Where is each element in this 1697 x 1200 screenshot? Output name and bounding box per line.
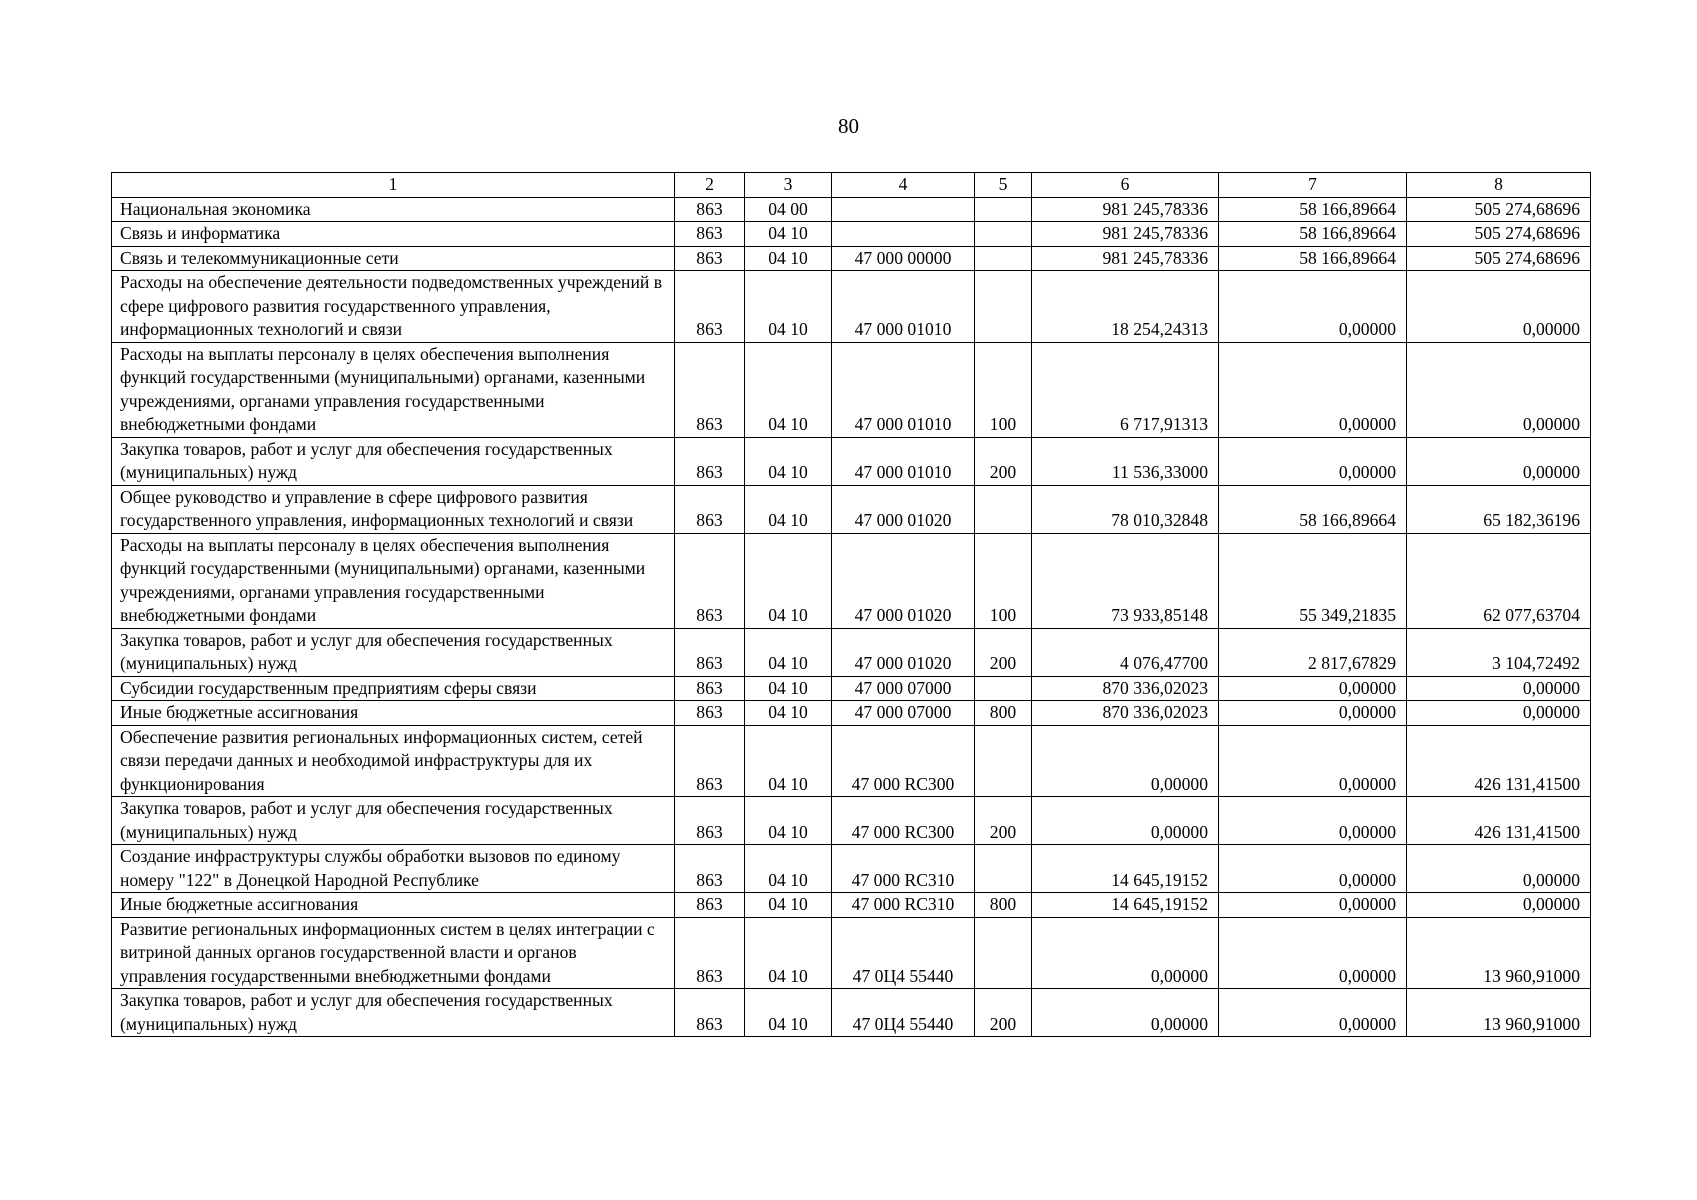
target-article-cell: 47 000 RC300 xyxy=(832,797,975,845)
section-code-cell: 04 10 xyxy=(745,725,832,797)
admin-code-cell: 863 xyxy=(675,437,745,485)
expense-type-cell xyxy=(975,485,1032,533)
amount-col6-cell: 0,00000 xyxy=(1032,725,1219,797)
column-header: 3 xyxy=(745,173,832,198)
section-code-cell: 04 10 xyxy=(745,845,832,893)
amount-col7-cell: 0,00000 xyxy=(1219,845,1407,893)
amount-col8-cell: 505 274,68696 xyxy=(1407,246,1591,271)
amount-col8-cell: 505 274,68696 xyxy=(1407,222,1591,247)
table-row xyxy=(112,437,1591,485)
amount-col6-cell: 870 336,02023 xyxy=(1032,701,1219,726)
amount-col7-cell: 0,00000 xyxy=(1219,989,1407,1037)
admin-code-cell: 863 xyxy=(675,628,745,676)
amount-col6-cell: 6 717,91313 xyxy=(1032,342,1219,437)
target-article-cell: 47 000 RC310 xyxy=(832,893,975,918)
column-header: 7 xyxy=(1219,173,1407,198)
amount-col7-cell: 55 349,21835 xyxy=(1219,533,1407,628)
target-article-cell: 47 000 01010 xyxy=(832,271,975,343)
target-article-cell: 47 000 RC310 xyxy=(832,845,975,893)
expense-type-cell xyxy=(975,845,1032,893)
budget-table xyxy=(111,172,1591,1037)
table-row xyxy=(112,271,1591,343)
amount-col8-cell: 0,00000 xyxy=(1407,676,1591,701)
amount-col6-cell: 14 645,19152 xyxy=(1032,893,1219,918)
section-code-cell: 04 10 xyxy=(745,917,832,989)
table-row xyxy=(112,917,1591,989)
table-row xyxy=(112,342,1591,437)
row-name-cell: Национальная экономика xyxy=(112,197,675,222)
column-header: 4 xyxy=(832,173,975,198)
table-row xyxy=(112,893,1591,918)
amount-col8-cell: 426 131,41500 xyxy=(1407,797,1591,845)
row-name-cell: Расходы на обеспечение деятельности подведомственных учреждений в сфере цифрового развития государственного управления, информационных технологий и связи xyxy=(112,271,675,343)
expense-type-cell xyxy=(975,676,1032,701)
amount-col8-cell: 0,00000 xyxy=(1407,271,1591,343)
expense-type-cell xyxy=(975,197,1032,222)
admin-code-cell: 863 xyxy=(675,797,745,845)
amount-col8-cell: 13 960,91000 xyxy=(1407,989,1591,1037)
expense-type-cell: 100 xyxy=(975,533,1032,628)
table-row xyxy=(112,845,1591,893)
amount-col7-cell: 58 166,89664 xyxy=(1219,197,1407,222)
table-row xyxy=(112,797,1591,845)
expense-type-cell xyxy=(975,725,1032,797)
amount-col8-cell: 0,00000 xyxy=(1407,893,1591,918)
column-header: 2 xyxy=(675,173,745,198)
row-name-cell: Иные бюджетные ассигнования xyxy=(112,893,675,918)
table-row xyxy=(112,246,1591,271)
expense-type-cell xyxy=(975,271,1032,343)
section-code-cell: 04 10 xyxy=(745,893,832,918)
section-code-cell: 04 10 xyxy=(745,989,832,1037)
amount-col7-cell: 2 817,67829 xyxy=(1219,628,1407,676)
table-row xyxy=(112,725,1591,797)
amount-col8-cell: 65 182,36196 xyxy=(1407,485,1591,533)
amount-col8-cell: 3 104,72492 xyxy=(1407,628,1591,676)
admin-code-cell: 863 xyxy=(675,725,745,797)
amount-col7-cell: 0,00000 xyxy=(1219,342,1407,437)
amount-col8-cell: 426 131,41500 xyxy=(1407,725,1591,797)
amount-col7-cell: 0,00000 xyxy=(1219,701,1407,726)
target-article-cell: 47 0Ц4 55440 xyxy=(832,989,975,1037)
row-name-cell: Расходы на выплаты персоналу в целях обеспечения выполнения функций государственными (муниципальными) органами, казенными учреждениями, органами управления государственными внебюджетными фондами xyxy=(112,533,675,628)
admin-code-cell: 863 xyxy=(675,485,745,533)
section-code-cell: 04 10 xyxy=(745,246,832,271)
column-header: 6 xyxy=(1032,173,1219,198)
target-article-cell: 47 0Ц4 55440 xyxy=(832,917,975,989)
admin-code-cell: 863 xyxy=(675,197,745,222)
row-name-cell: Расходы на выплаты персоналу в целях обеспечения выполнения функций государственными (муниципальными) органами, казенными учреждениями, органами управления государственными внебюджетными фондами xyxy=(112,342,675,437)
amount-col7-cell: 58 166,89664 xyxy=(1219,222,1407,247)
expense-type-cell: 200 xyxy=(975,628,1032,676)
target-article-cell: 47 000 01020 xyxy=(832,485,975,533)
expense-type-cell xyxy=(975,246,1032,271)
amount-col7-cell: 0,00000 xyxy=(1219,797,1407,845)
amount-col7-cell: 58 166,89664 xyxy=(1219,485,1407,533)
amount-col7-cell: 0,00000 xyxy=(1219,676,1407,701)
table-row xyxy=(112,485,1591,533)
amount-col6-cell: 78 010,32848 xyxy=(1032,485,1219,533)
amount-col6-cell: 981 245,78336 xyxy=(1032,222,1219,247)
admin-code-cell: 863 xyxy=(675,917,745,989)
row-name-cell: Иные бюджетные ассигнования xyxy=(112,701,675,726)
column-header: 1 xyxy=(112,173,675,198)
admin-code-cell: 863 xyxy=(675,271,745,343)
admin-code-cell: 863 xyxy=(675,893,745,918)
amount-col6-cell: 981 245,78336 xyxy=(1032,246,1219,271)
table-row xyxy=(112,676,1591,701)
admin-code-cell: 863 xyxy=(675,676,745,701)
amount-col6-cell: 14 645,19152 xyxy=(1032,845,1219,893)
target-article-cell: 47 000 00000 xyxy=(832,246,975,271)
amount-col6-cell: 0,00000 xyxy=(1032,917,1219,989)
row-name-cell: Обеспечение развития региональных информационных систем, сетей связи передачи данных и необходимой инфраструктуры для их функционирования xyxy=(112,725,675,797)
amount-col6-cell: 0,00000 xyxy=(1032,797,1219,845)
table-row xyxy=(112,701,1591,726)
section-code-cell: 04 00 xyxy=(745,197,832,222)
amount-col6-cell: 18 254,24313 xyxy=(1032,271,1219,343)
amount-col7-cell: 0,00000 xyxy=(1219,917,1407,989)
target-article-cell xyxy=(832,197,975,222)
target-article-cell: 47 000 01020 xyxy=(832,533,975,628)
section-code-cell: 04 10 xyxy=(745,676,832,701)
admin-code-cell: 863 xyxy=(675,222,745,247)
amount-col6-cell: 870 336,02023 xyxy=(1032,676,1219,701)
amount-col7-cell: 58 166,89664 xyxy=(1219,246,1407,271)
target-article-cell: 47 000 RC300 xyxy=(832,725,975,797)
section-code-cell: 04 10 xyxy=(745,485,832,533)
row-name-cell: Закупка товаров, работ и услуг для обеспечения государственных (муниципальных) нужд xyxy=(112,628,675,676)
row-name-cell: Закупка товаров, работ и услуг для обеспечения государственных (муниципальных) нужд xyxy=(112,989,675,1037)
row-name-cell: Закупка товаров, работ и услуг для обеспечения государственных (муниципальных) нужд xyxy=(112,797,675,845)
table-row xyxy=(112,533,1591,628)
table-header-row xyxy=(112,173,1591,198)
amount-col7-cell: 0,00000 xyxy=(1219,893,1407,918)
target-article-cell: 47 000 01010 xyxy=(832,437,975,485)
table-row xyxy=(112,989,1591,1037)
amount-col6-cell: 11 536,33000 xyxy=(1032,437,1219,485)
row-name-cell: Связь и информатика xyxy=(112,222,675,247)
row-name-cell: Субсидии государственным предприятиям сферы связи xyxy=(112,676,675,701)
row-name-cell: Создание инфраструктуры службы обработки вызовов по единому номеру "122" в Донецкой Народной Республике xyxy=(112,845,675,893)
row-name-cell: Развитие региональных информационных систем в целях интеграции с витриной данных органов государственной власти и органов управления государственными внебюджетными фондами xyxy=(112,917,675,989)
expense-type-cell xyxy=(975,222,1032,247)
section-code-cell: 04 10 xyxy=(745,342,832,437)
admin-code-cell: 863 xyxy=(675,533,745,628)
amount-col8-cell: 0,00000 xyxy=(1407,701,1591,726)
column-header: 8 xyxy=(1407,173,1591,198)
table-row xyxy=(112,222,1591,247)
expense-type-cell: 800 xyxy=(975,701,1032,726)
row-name-cell: Закупка товаров, работ и услуг для обеспечения государственных (муниципальных) нужд xyxy=(112,437,675,485)
target-article-cell: 47 000 01020 xyxy=(832,628,975,676)
expense-type-cell: 200 xyxy=(975,437,1032,485)
amount-col6-cell: 981 245,78336 xyxy=(1032,197,1219,222)
amount-col6-cell: 0,00000 xyxy=(1032,989,1219,1037)
column-header: 5 xyxy=(975,173,1032,198)
row-name-cell: Связь и телекоммуникационные сети xyxy=(112,246,675,271)
section-code-cell: 04 10 xyxy=(745,701,832,726)
amount-col8-cell: 0,00000 xyxy=(1407,342,1591,437)
table-row xyxy=(112,197,1591,222)
target-article-cell: 47 000 07000 xyxy=(832,701,975,726)
section-code-cell: 04 10 xyxy=(745,533,832,628)
target-article-cell xyxy=(832,222,975,247)
admin-code-cell: 863 xyxy=(675,989,745,1037)
section-code-cell: 04 10 xyxy=(745,797,832,845)
amount-col8-cell: 0,00000 xyxy=(1407,437,1591,485)
admin-code-cell: 863 xyxy=(675,342,745,437)
amount-col8-cell: 505 274,68696 xyxy=(1407,197,1591,222)
row-name-cell: Общее руководство и управление в сфере цифрового развития государственного управления, информационных технологий и связи xyxy=(112,485,675,533)
section-code-cell: 04 10 xyxy=(745,271,832,343)
target-article-cell: 47 000 07000 xyxy=(832,676,975,701)
amount-col7-cell: 0,00000 xyxy=(1219,725,1407,797)
amount-col8-cell: 62 077,63704 xyxy=(1407,533,1591,628)
target-article-cell: 47 000 01010 xyxy=(832,342,975,437)
expense-type-cell: 200 xyxy=(975,989,1032,1037)
expense-type-cell: 200 xyxy=(975,797,1032,845)
admin-code-cell: 863 xyxy=(675,246,745,271)
section-code-cell: 04 10 xyxy=(745,437,832,485)
amount-col6-cell: 73 933,85148 xyxy=(1032,533,1219,628)
amount-col8-cell: 13 960,91000 xyxy=(1407,917,1591,989)
admin-code-cell: 863 xyxy=(675,701,745,726)
admin-code-cell: 863 xyxy=(675,845,745,893)
amount-col7-cell: 0,00000 xyxy=(1219,437,1407,485)
expense-type-cell xyxy=(975,917,1032,989)
section-code-cell: 04 10 xyxy=(745,628,832,676)
page-number: 80 xyxy=(838,114,859,138)
amount-col8-cell: 0,00000 xyxy=(1407,845,1591,893)
expense-type-cell: 100 xyxy=(975,342,1032,437)
amount-col7-cell: 0,00000 xyxy=(1219,271,1407,343)
table-row xyxy=(112,628,1591,676)
section-code-cell: 04 10 xyxy=(745,222,832,247)
expense-type-cell: 800 xyxy=(975,893,1032,918)
amount-col6-cell: 4 076,47700 xyxy=(1032,628,1219,676)
